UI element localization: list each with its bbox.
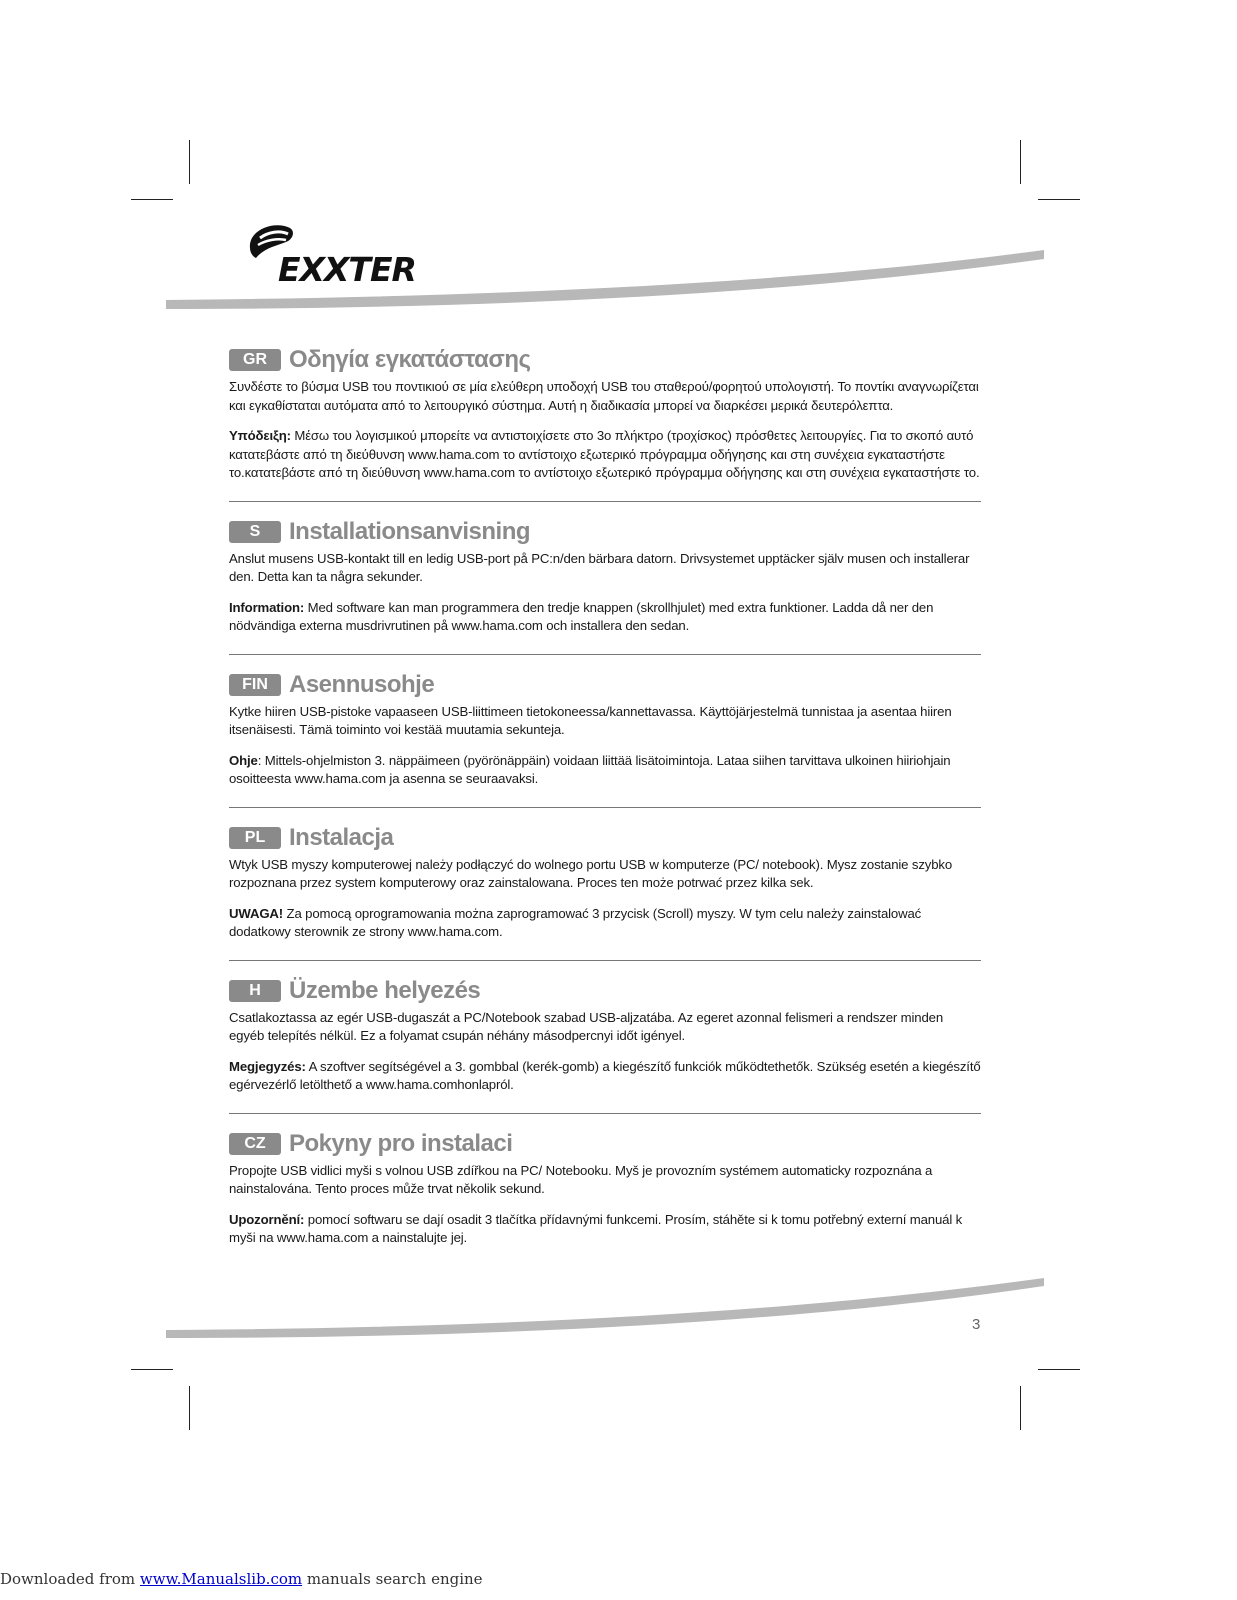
crop-mark [1038,1369,1080,1370]
section-body: Csatlakoztassa az egér USB-dugaszát a PC/Notebook szabad USB-aljzatába. Az egeret azonnal felismeri a rendszer minden egyéb telepítés nélkül. Ez a folyamat csupán néhány másodpercnyi időt igényel. [229,1009,944,1043]
language-badge: FIN [229,674,281,696]
section-note [229,427,981,483]
language-badge: PL [229,827,281,849]
note-label: Megjegyzés: [229,1058,306,1074]
section-h [229,975,981,1114]
download-footer [0,1570,483,1588]
note-text: : Mittels-ohjelmiston 3. näppäimeen (pyörönäppäin) voidaan liittää lisätoimintoja. Lataa siihen tarvittava ulkoinen hiiriohjain osoitteesta www.hama.com ja asenna se seuraavaksi. [229,752,951,786]
language-badge: H [229,980,281,1002]
section-title: Installationsanvisning [289,517,531,545]
crop-mark [189,140,190,184]
header-swoosh [0,245,1237,325]
section-body: Anslut musens USB-kontakt till en ledig USB-port på PC:n/den bärbara datorn. Drivsystemet upptäcker själv musen och installerar den. Detta kan ta några sekunder. [229,550,970,584]
logo-wordmark: EXXTER [278,250,416,289]
note-text: Med software kan man programmera den tredje knappen (skrollhjulet) med extra funktioner. Ladda då ner den nödvändiga externa musdrivrutinen på www.hama.com och installera den sedan. [229,599,934,633]
section-note [229,1211,981,1248]
page-number: 3 [972,1316,981,1333]
section-title: Pokyny pro instalaci [289,1129,513,1157]
crop-mark [1020,1386,1021,1430]
note-label: Information: [229,599,305,615]
language-badge: S [229,521,281,543]
footer-suffix: manuals search engine [302,1570,483,1588]
note-label: Υπόδειξη: [229,428,291,443]
crop-mark [189,1386,190,1430]
section-pl [229,822,981,961]
note-label: Upozornění: [229,1211,305,1227]
section-s [229,516,981,655]
instructions-content [229,344,981,1280]
footer-prefix: Downloaded from [0,1570,140,1588]
section-note [229,905,981,942]
language-badge: GR [229,349,281,371]
crop-mark [1038,199,1080,200]
section-note [229,752,981,789]
section-title: Οδηγία εγκατάστασης [289,346,531,373]
footer-swoosh [0,1270,1237,1350]
language-badge: CZ [229,1133,281,1155]
section-body: Kytke hiiren USB-pistoke vapaaseen USB-liittimeen tietokoneessa/kannettavassa. Käyttöjärjestelmä tunnistaa ja asentaa hiiren itsenäisesti. Tämä toiminto voi kestää muutamia sekunteja. [229,703,952,737]
section-title: Asennusohje [289,670,435,698]
note-text: A szoftver segítségével a 3. gombbal (kerék-gomb) a kiegészítő funkciók működtethetők. Szükség esetén a kiegészítő egérvezérlő letölthető a www.hama.comhonlapról. [229,1058,981,1092]
note-label: UWAGA! [229,905,284,921]
note-text: Za pomocą oprogramowania można zaprogramować 3 przycisk (Scroll) myszy. W tym celu należy zainstalować dodatkowy sterownik ze strony www.hama.com. [229,905,922,939]
section-body: Propojte USB vidlici myši s volnou USB zdířkou na PC/ Notebooku. Myš je provozním systémem automaticky rozpoznána a nainstalována. Tento proces může trvat několik sekund. [229,1162,933,1196]
section-fin [229,669,981,808]
crop-mark [1020,140,1021,184]
manualslib-link[interactable]: www.Manualslib.com [139,1570,303,1588]
section-cz [229,1128,981,1266]
crop-mark [131,199,173,200]
note-text: pomocí softwaru se dají osadit 3 tlačítka přídavnými funkcemi. Prosím, stáhěte si k tomu potřebný externí manuál k myši na www.hama.com a nainstalujte jej. [229,1211,963,1245]
section-title: Üzembe helyezés [289,976,481,1004]
note-label: Ohje [229,752,258,768]
crop-mark [131,1369,173,1370]
section-note [229,1058,981,1095]
note-text: Μέσω του λογισμικού μπορείτε να αντιστοιχίσετε στο 3ο πλήκτρο (τροχίσκος) πρόσθετες λειτουργίες. Για το σκοπό αυτό κατατεβάστε από τη διεύθυνση www.hama.com το αντίστοιχο εξωτερικό πρόγραμμα οδήγησης και στη συνέχεια εγκαταστήστε το.κατατεβάστε από τη διεύθυνση www.hama.com το αντίστοιχο εξωτερικό πρόγραμμα οδήγησης και στη συνέχεια εγκαταστήστε το. [229,428,980,480]
section-body: Συνδέστε το βύσμα USB του ποντικιού σε μία ελεύθερη υποδοχή USB του σταθερού/φορητού υπολογιστή. Το ποντίκι αναγνωρίζεται και εγκαθίσταται αυτόματα από το λειτουργικό σύστημα. Αυτή η διαδικασία μπορεί να διαρκέσει μερικά δευτερόλεπτα. [229,379,979,413]
section-note [229,599,981,636]
section-body: Wtyk USB myszy komputerowej należy podłączyć do wolnego portu USB w komputerze (PC/ notebook). Mysz zostanie szybko rozpoznana przez system komputerowy oraz zainstalowana. Proces ten może potrwać przez kilka sek. [229,856,953,890]
section-title: Instalacja [289,823,394,851]
section-gr [229,344,981,502]
